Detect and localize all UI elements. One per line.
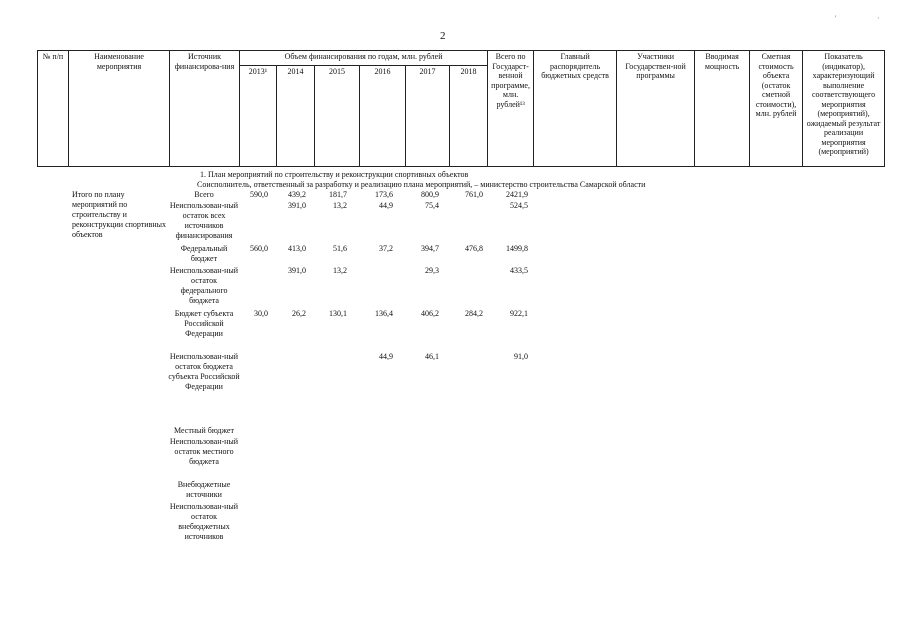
- col-estimate: Сметная стоимость объекта (остаток сметной стоимости), млн. рублей: [750, 51, 803, 167]
- source-cell: Местный бюджет: [174, 426, 234, 435]
- source-cell: Неиспользован-ный остаток местного бюджета: [169, 437, 239, 466]
- value-cell: 13,2: [333, 266, 347, 275]
- header-table: [37, 50, 885, 167]
- value-cell: 2421,9: [506, 190, 528, 199]
- value-cell: 46,1: [425, 352, 439, 361]
- source-cell: Внебюджетные источники: [177, 480, 231, 499]
- value-cell: 44,9: [379, 352, 393, 361]
- value-cell: 44,9: [379, 201, 393, 210]
- value-cell: 37,2: [379, 244, 393, 253]
- source-cell: Неиспользован-ный остаток внебюджетных источников: [169, 502, 239, 541]
- value-cell: 51,6: [333, 244, 347, 253]
- value-cell: 800,9: [421, 190, 439, 199]
- scan-mark: ·: [877, 14, 880, 23]
- source-cell: Неиспользован-ный остаток бюджета субъекта Российской Федерации: [168, 352, 240, 391]
- value-cell: 476,8: [465, 244, 483, 253]
- col-year: 2016: [360, 66, 406, 167]
- col-total: Всего по Государст-венной программе, млн. рублей¹³: [488, 51, 534, 167]
- value-cell: 181,7: [329, 190, 347, 199]
- source-cell: Федеральный бюджет: [180, 244, 228, 263]
- page-number: 2: [440, 30, 446, 42]
- value-cell: 130,1: [329, 309, 347, 318]
- value-cell: 391,0: [288, 201, 306, 210]
- value-cell: 75,4: [425, 201, 439, 210]
- value-cell: 1499,8: [506, 244, 528, 253]
- value-cell: 394,7: [421, 244, 439, 253]
- value-cell: 136,4: [375, 309, 393, 318]
- col-year: 2014: [277, 66, 315, 167]
- col-year: 2017: [406, 66, 450, 167]
- scan-mark: ': [835, 14, 837, 23]
- col-year: 2013¹: [240, 66, 277, 167]
- value-cell: 560,0: [250, 244, 268, 253]
- col-participants: Участники Государствен-ной программы: [617, 51, 695, 167]
- value-cell: 433,5: [510, 266, 528, 275]
- value-cell: 13,2: [333, 201, 347, 210]
- col-volume: Объем финансирования по годам, млн. рублей: [240, 51, 488, 66]
- section-subtitle: Соисполнитель, ответственный за разработку и реализацию плана мероприятий, – министерство строительства Самарской области: [197, 180, 646, 189]
- value-cell: 413,0: [288, 244, 306, 253]
- value-cell: 406,2: [421, 309, 439, 318]
- value-cell: 173,6: [375, 190, 393, 199]
- source-cell: Неиспользован-ный остаток федерального бюджета: [169, 266, 239, 305]
- value-cell: 439,2: [288, 190, 306, 199]
- value-cell: 922,1: [510, 309, 528, 318]
- col-num: № п/п: [38, 51, 69, 167]
- col-indicator: Показатель (индикатор), характеризующий выполнение соответствующего мероприятия (мероприятий), ожидаемый результат реализации мероприятия (мероприятий): [803, 51, 885, 167]
- col-manager: Главный распорядитель бюджетных средств: [534, 51, 617, 167]
- row-label: Итого по плану мероприятий по строительству и реконструкции спортивных объектов: [72, 190, 167, 239]
- col-year: 2018: [450, 66, 488, 167]
- source-cell: Неиспользован-ный остаток всех источников финансирования: [169, 201, 239, 240]
- value-cell: 391,0: [288, 266, 306, 275]
- col-source: Источник финансирова-ния: [170, 51, 240, 167]
- value-cell: 590,0: [250, 190, 268, 199]
- value-cell: 91,0: [514, 352, 528, 361]
- value-cell: 26,2: [292, 309, 306, 318]
- col-name: Наименование мероприятия: [69, 51, 170, 167]
- section-title: 1. План мероприятий по строительству и реконструкции спортивных объектов: [200, 170, 469, 179]
- value-cell: 761,0: [465, 190, 483, 199]
- value-cell: 524,5: [510, 201, 528, 210]
- col-capacity: Вводимая мощность: [695, 51, 750, 167]
- col-year: 2015: [315, 66, 360, 167]
- source-cell: Бюджет субъекта Российской Федерации: [174, 309, 234, 338]
- value-cell: 29,3: [425, 266, 439, 275]
- value-cell: 30,0: [254, 309, 268, 318]
- value-cell: 284,2: [465, 309, 483, 318]
- source-cell: Всего: [194, 190, 214, 199]
